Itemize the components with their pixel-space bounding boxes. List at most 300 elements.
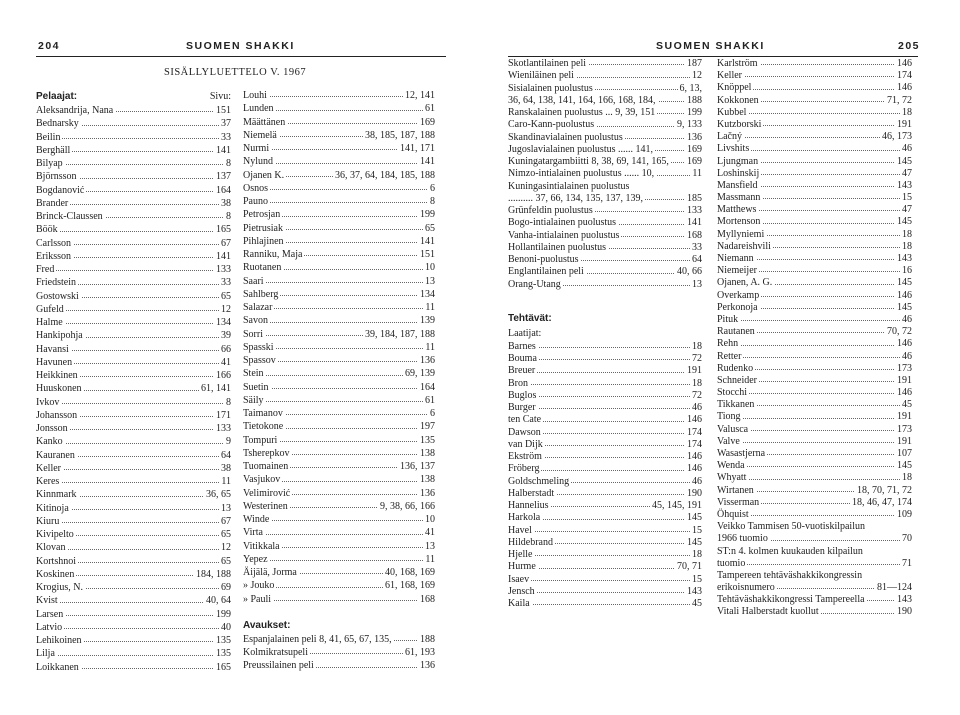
opening-entry: [508, 144, 702, 156]
player-entry-pages: 33: [221, 131, 231, 143]
misc-entry-label: tuomio: [717, 557, 746, 569]
task-composer-entry-pages: 145: [687, 536, 702, 548]
task-composer-entry: [717, 277, 912, 289]
player-entry: [243, 155, 435, 168]
player-entry-pages: 13: [425, 275, 435, 287]
opening-entry-label: Sisialainen puolustus: [508, 82, 593, 94]
player-entry-pages: 69: [221, 582, 231, 593]
player-entry: [36, 515, 231, 528]
player-entry-pages: 12: [221, 303, 231, 315]
task-composer-entry: [717, 131, 912, 143]
opening-entry-label: Skotlantilainen peli: [508, 58, 587, 69]
openings-column: [508, 58, 702, 610]
task-composer-entry: [717, 387, 912, 399]
player-entry-label: Larsen: [36, 608, 64, 620]
task-composer-entry-label: Stocchi: [717, 387, 747, 399]
opening-entry: [508, 205, 702, 217]
player-entry-pages: 6: [430, 408, 435, 419]
player-entry-label: Latvio: [36, 621, 63, 633]
player-entry: [36, 117, 231, 130]
misc-entry-pages: 81—124: [877, 582, 912, 594]
player-entry-pages: 39: [221, 330, 231, 342]
misc-entry: [717, 594, 912, 606]
player-entry-label: Vitikkala: [243, 540, 280, 552]
player-entry: [243, 420, 435, 433]
player-entry-label: Kivipelto: [36, 529, 74, 540]
player-entry-label: » Pauli: [243, 593, 272, 605]
task-composer-entry-label: Breuer: [508, 365, 536, 377]
task-composer-entry-label: Valve: [717, 435, 740, 447]
player-entry: [36, 316, 231, 329]
task-composer-entry-pages: 18, 70, 71, 72: [857, 484, 912, 496]
opening-entry-label: Englantilainen peli: [508, 266, 584, 278]
player-entry-label: Pauno: [243, 196, 268, 207]
opening-entry-label: Hollantilainen puolustus: [508, 241, 607, 253]
task-composer-entry: [717, 509, 912, 521]
task-composer-entry-pages: 146: [687, 463, 702, 475]
player-entry: [243, 248, 435, 261]
player-entry-pages: 6: [430, 182, 435, 194]
task-composer-entry-pages: 173: [897, 362, 912, 374]
player-entry-pages: 134: [216, 317, 231, 328]
player-entry-label: Eriksson: [36, 250, 71, 262]
task-composer-entry-label: Pituk: [717, 313, 739, 325]
player-entry-label: Vasjukov: [243, 474, 281, 486]
opening-entry: [508, 83, 702, 95]
player-entry-label: Bilyap: [36, 158, 63, 169]
player-entry-label: Sorri: [243, 328, 263, 340]
task-composer-entry: [717, 58, 912, 70]
task-composer-entry-pages: 18: [692, 377, 702, 389]
task-composer-entry: [508, 586, 702, 598]
player-entry-label: Gufeld: [36, 303, 64, 315]
task-composer-entry: [717, 326, 912, 338]
player-entry: [36, 210, 231, 223]
running-title-left: SUOMEN SHAKKI: [186, 40, 295, 52]
header-rule-left: [36, 56, 446, 57]
player-entry: [243, 553, 435, 566]
player-entry-label: Keres: [36, 476, 60, 487]
task-composer-entry-pages: 143: [687, 585, 702, 597]
misc-entry: [717, 533, 912, 545]
player-entry: [36, 263, 231, 276]
player-entry-pages: 135: [216, 635, 231, 646]
task-composer-entry-label: Rautanen: [717, 326, 755, 338]
player-entry: [36, 104, 231, 117]
player-entry: [243, 447, 435, 460]
openings-list: [243, 633, 435, 673]
task-composer-entry-label: Bouma: [508, 353, 537, 364]
player-entry: [36, 382, 231, 395]
opening-entry-label: Grünfeldin puolustus: [508, 205, 593, 216]
player-entry: [36, 356, 231, 369]
task-composer-entry-label: Goldschmeling: [508, 475, 570, 487]
task-composer-entry: [508, 353, 702, 365]
player-entry-label: Virta: [243, 527, 263, 539]
misc-entry: [717, 546, 912, 558]
player-entry-label: Kauranen: [36, 449, 75, 461]
player-entry: [36, 594, 231, 607]
player-entry: [243, 89, 435, 102]
opening-entry: [243, 646, 435, 659]
player-entry: [36, 435, 231, 448]
task-composer-entry-label: Retter: [717, 350, 742, 362]
openings-list-right: [508, 58, 702, 291]
player-entry: [36, 409, 231, 422]
task-composer-entry: [717, 314, 912, 326]
player-entry-label: Kiuru: [36, 515, 60, 527]
player-entry-label: Ivkov: [36, 396, 60, 408]
opening-entry: [508, 217, 702, 229]
task-composer-entry: [508, 488, 702, 500]
player-entry-label: Jonsson: [36, 423, 68, 434]
player-entry-label: Brander: [36, 197, 69, 209]
task-composer-entry-pages: 46: [692, 402, 702, 413]
task-composer-entry-label: Tiong: [717, 411, 741, 423]
task-composer-entry-pages: 16: [902, 265, 912, 277]
tasks-sub-row: [508, 326, 702, 341]
player-entry: [36, 647, 231, 660]
player-entry-label: » Jouko: [243, 580, 275, 592]
players-column-1: [36, 89, 231, 674]
task-composer-entry-pages: 107: [897, 448, 912, 459]
misc-entry-label: Veikko Tammisen 50-vuotiskilpailun: [717, 521, 865, 533]
task-composer-entry: [717, 399, 912, 411]
player-entry: [36, 197, 231, 210]
tasks-list: [508, 341, 702, 611]
task-composer-entry: [508, 598, 702, 610]
opening-entry-label: Benoni-puolustus: [508, 254, 579, 265]
tasks-sub: Laatijat:: [508, 327, 542, 339]
player-entry-pages: 141: [216, 250, 231, 262]
player-entry-label: Fred: [36, 264, 55, 275]
player-entry-pages: 38, 185, 187, 188: [365, 129, 435, 141]
player-entry-label: Louhi: [243, 90, 267, 101]
player-entry: [243, 354, 435, 367]
player-entry-label: Kvist: [36, 595, 58, 607]
player-entry: [36, 237, 231, 250]
player-entry-label: Niemelä: [243, 129, 277, 141]
player-entry: [36, 343, 231, 356]
player-entry-label: Tuomainen: [243, 461, 289, 472]
task-composer-entry: [717, 485, 912, 497]
tasks-heading-row: [508, 311, 702, 326]
composers-list: [717, 58, 912, 521]
toc-title: SISÄLLYLUETTELO V. 1967: [164, 67, 307, 78]
task-composer-entry-label: Kutzborski: [717, 118, 762, 130]
task-composer-entry-pages: 72: [692, 353, 702, 364]
player-entry-pages: 141: [420, 235, 435, 247]
player-entry: [36, 157, 231, 170]
task-composer-entry-label: Tikkanen: [717, 399, 755, 411]
player-entry-label: Lilja: [36, 648, 55, 660]
player-entry-pages: 8: [226, 396, 231, 408]
task-composer-entry-label: Perkonoja: [717, 301, 758, 313]
player-entry-label: Heikkinen: [36, 370, 78, 381]
player-entry: [243, 314, 435, 327]
player-entry: [243, 222, 435, 235]
task-composer-entry: [717, 156, 912, 168]
misc-entry-label: 1966 tuomio: [717, 533, 768, 545]
player-entry-label: Taimanov: [243, 408, 283, 419]
task-composer-entry-pages: 143: [897, 253, 912, 264]
task-composer-entry: [717, 290, 912, 302]
player-entry-pages: 134: [420, 288, 435, 300]
player-entry: [36, 422, 231, 435]
task-composer-entry-label: Visserman: [717, 496, 760, 508]
task-composer-entry: [717, 302, 912, 314]
player-entry-pages: 135: [420, 434, 435, 446]
player-entry: [36, 608, 231, 621]
player-entry-pages: 10: [425, 262, 435, 274]
task-composer-entry: [508, 378, 702, 390]
player-entry-pages: 138: [420, 474, 435, 486]
player-entry-label: Saari: [243, 275, 264, 287]
player-entry: [243, 195, 435, 208]
task-composer-entry-label: Halberstadt: [508, 487, 555, 499]
player-entry-pages: 199: [420, 209, 435, 221]
opening-entry-label: Vanha-intialainen puolustus: [508, 229, 620, 241]
player-entry-label: Kortshnoi: [36, 555, 76, 567]
task-composer-entry: [717, 229, 912, 241]
header-rule-right: [508, 56, 918, 57]
misc-entry-pages: 143: [897, 594, 912, 606]
player-entry-label: Savon: [243, 315, 268, 327]
player-entry-label: Carlsson: [36, 237, 71, 249]
task-composer-entry-pages: 47: [902, 204, 912, 216]
player-entry-pages: 64: [221, 449, 231, 461]
task-composer-entry-label: Rehn: [717, 338, 739, 350]
player-entry-pages: 8: [226, 211, 231, 222]
task-composer-entry-label: Hannelius: [508, 500, 549, 511]
player-entry: [243, 182, 435, 195]
task-composer-entry-label: Havel: [508, 524, 532, 536]
player-entry: [243, 116, 435, 129]
player-entry: [36, 462, 231, 475]
player-entry-pages: 41: [221, 356, 231, 368]
player-entry: [243, 513, 435, 526]
opening-entry-pages: 33: [692, 241, 702, 253]
player-entry-pages: 39, 184, 187, 188: [365, 328, 435, 340]
task-composer-entry-pages: 190: [687, 487, 702, 499]
player-entry-pages: 38: [221, 462, 231, 474]
player-entry-label: Loikkanen: [36, 661, 79, 673]
player-entry-pages: 9, 38, 66, 166: [380, 500, 435, 512]
player-entry-label: Koskinen: [36, 568, 75, 580]
task-composer-entry-label: Ljungman: [717, 155, 759, 167]
task-composer-entry: [717, 472, 912, 484]
player-entry-pages: 164: [216, 184, 231, 196]
player-entry-label: Havansi: [36, 343, 69, 355]
task-composer-entry-label: Rudenko: [717, 362, 754, 374]
task-composer-entry-pages: 46, 173: [882, 131, 912, 143]
player-entry-label: Berghäll: [36, 144, 71, 156]
opening-entry-label: Orang-Utang: [508, 278, 561, 290]
player-entry-pages: 11: [425, 302, 435, 313]
task-composer-entry-label: Harkola: [508, 512, 541, 524]
opening-entry-pages: 199: [687, 107, 702, 118]
task-composer-entry: [717, 143, 912, 155]
player-entry-label: Lehikoinen: [36, 635, 82, 646]
player-entry-label: Tietokone: [243, 421, 284, 433]
player-entry-pages: 11: [221, 476, 231, 487]
player-entry: [243, 367, 435, 380]
player-entry: [243, 288, 435, 301]
task-composer-entry-label: Hjelle: [508, 549, 533, 560]
task-composer-entry-pages: 146: [687, 451, 702, 462]
opening-entry-label: Kolmikratsupeli: [243, 647, 308, 658]
player-entry-label: Kinnmark: [36, 489, 77, 501]
player-entry-label: Brinck-Claussen: [36, 211, 103, 222]
opening-entry-label: Caro-Kann-puolustus: [508, 119, 595, 131]
player-entry-pages: 67: [221, 237, 231, 249]
task-composer-entry-pages: 191: [897, 411, 912, 423]
player-entry-pages: 171: [216, 409, 231, 421]
task-composer-entry: [508, 512, 702, 524]
right-page: [480, 0, 960, 715]
player-entry-pages: 12: [221, 542, 231, 554]
player-entry-pages: 61: [425, 103, 435, 115]
opening-entry-pages: 168: [687, 229, 702, 241]
task-composer-entry-pages: 146: [897, 58, 912, 69]
player-entry-pages: 61, 168, 169: [385, 580, 435, 592]
player-entry-pages: 13: [425, 540, 435, 552]
player-entry: [243, 129, 435, 142]
player-entry: [36, 184, 231, 197]
player-entry-label: Winde: [243, 514, 270, 525]
task-composer-entry: [717, 497, 912, 509]
opening-entry-pages: 141: [687, 217, 702, 229]
player-entry-pages: 33: [221, 277, 231, 289]
task-composer-entry-label: Barnes: [508, 340, 536, 352]
players-heading-row: [36, 89, 231, 104]
player-entry-pages: 165: [216, 661, 231, 673]
player-entry-pages: 137: [216, 171, 231, 183]
player-entry-label: Gostowski: [36, 290, 79, 302]
player-entry: [36, 661, 231, 674]
player-entry-pages: 66: [221, 343, 231, 355]
task-composer-entry-pages: 145: [897, 460, 912, 472]
player-entry: [243, 593, 435, 606]
task-composer-entry-label: Karlström: [717, 58, 758, 69]
composers-column: [717, 58, 912, 619]
task-composer-entry: [717, 411, 912, 423]
task-composer-entry-label: Niemann: [717, 253, 754, 264]
player-entry: [36, 170, 231, 183]
task-composer-entry-pages: 15: [692, 524, 702, 536]
task-composer-entry: [508, 365, 702, 377]
player-entry-label: Johansson: [36, 409, 78, 421]
task-composer-entry-pages: 145: [687, 512, 702, 524]
player-entry: [36, 449, 231, 462]
player-entry-pages: 166: [216, 370, 231, 381]
task-composer-entry: [508, 402, 702, 414]
opening-entry-pages: 169: [687, 143, 702, 155]
misc-entry-label: Tehtäväshakkikongressi Tampereella: [717, 594, 865, 606]
task-composer-entry: [717, 107, 912, 119]
player-entry: [243, 473, 435, 486]
misc-entry-label: erikoisnumero: [717, 582, 775, 594]
player-entry-label: Kitinoja: [36, 502, 69, 514]
task-composer-entry-pages: 47: [902, 167, 912, 179]
player-entry-label: Huuskonen: [36, 383, 82, 395]
task-composer-entry-pages: 15: [692, 573, 702, 585]
task-composer-entry-label: Overkamp: [717, 289, 760, 301]
misc-entry-label: Tampereen tehtäväshakkikongressin: [717, 569, 863, 581]
task-composer-entry-label: Bron: [508, 377, 528, 389]
opening-entry-pages: 61, 193: [405, 647, 435, 658]
opening-entry-pages: 133: [687, 205, 702, 216]
players-list-2: [243, 89, 435, 606]
player-entry-pages: 36, 65: [206, 489, 231, 501]
player-entry-pages: 61: [425, 394, 435, 406]
opening-entry-pages: 188: [687, 94, 702, 106]
player-entry: [243, 381, 435, 394]
player-entry-pages: 168: [420, 593, 435, 605]
task-composer-entry-label: Whyatt: [717, 472, 747, 484]
opening-entry: [508, 168, 702, 180]
task-composer-entry-label: Mortenson: [717, 216, 761, 228]
player-entry-pages: 139: [420, 315, 435, 327]
player-entry-label: Osnos: [243, 182, 269, 194]
player-entry-label: Tompuri: [243, 434, 278, 446]
player-entry: [243, 407, 435, 420]
player-entry-pages: 65: [425, 222, 435, 234]
player-entry: [36, 250, 231, 263]
openings-heading-row: [243, 618, 435, 633]
task-composer-entry: [508, 574, 702, 586]
opening-entry-label: Wieniläinen peli: [508, 70, 574, 82]
player-entry: [243, 301, 435, 314]
task-composer-entry: [717, 424, 912, 436]
player-entry-label: Ranniku, Maja: [243, 249, 303, 260]
opening-entry: [508, 70, 702, 82]
player-entry-pages: 61, 141: [201, 383, 231, 395]
opening-entry-label: Espanjalainen peli 8, 41, 65, 67, 135,: [243, 633, 392, 645]
task-composer-entry-label: Niemeijer: [717, 265, 757, 277]
opening-entry-pages: 6, 13,: [679, 82, 702, 94]
player-entry: [243, 394, 435, 407]
task-composer-entry-pages: 145: [897, 155, 912, 167]
opening-entry-pages: 136: [687, 131, 702, 143]
player-entry-pages: 164: [420, 381, 435, 393]
player-entry-label: Tsherepkov: [243, 447, 290, 459]
misc-entry-pages: 190: [897, 606, 912, 618]
misc-entry: [717, 521, 912, 533]
player-entry-label: Bogdanović: [36, 184, 85, 196]
player-entry-label: Klovan: [36, 542, 66, 554]
opening-entry: [508, 193, 702, 205]
task-composer-entry-pages: 145: [897, 216, 912, 228]
opening-entry: [508, 181, 702, 193]
task-composer-entry: [717, 351, 912, 363]
player-entry-pages: 12, 141: [405, 90, 435, 101]
task-composer-entry-label: Jensch: [508, 585, 535, 597]
player-entry-pages: 40, 168, 169: [385, 567, 435, 578]
player-entry-pages: 151: [216, 105, 231, 116]
player-entry: [243, 102, 435, 115]
player-entry-pages: 136: [420, 355, 435, 366]
task-composer-entry-pages: 45: [902, 399, 912, 411]
task-composer-entry: [717, 265, 912, 277]
player-entry-label: Yepez: [243, 553, 268, 565]
player-entry: [36, 144, 231, 157]
player-entry-pages: 136, 137: [400, 461, 435, 472]
misc-entry: [717, 558, 912, 570]
task-composer-entry: [717, 253, 912, 265]
player-entry-pages: 8: [226, 158, 231, 169]
task-composer-entry-pages: 191: [897, 435, 912, 447]
